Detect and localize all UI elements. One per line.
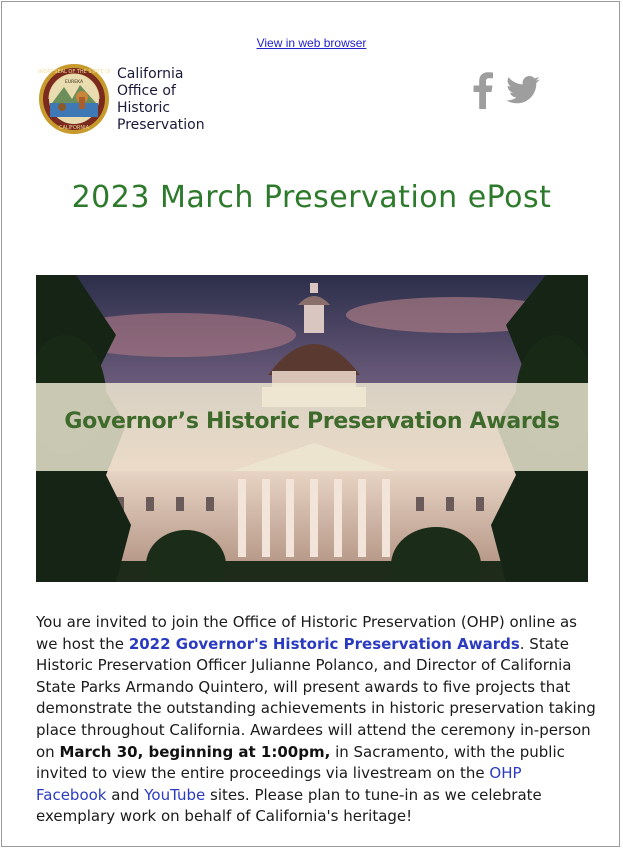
- body-text-1: You are invited to join the Office of Historic Preservation (OHP) online as we host the: [36, 613, 577, 653]
- hero-banner-image[interactable]: [36, 275, 588, 582]
- twitter-icon[interactable]: [506, 76, 540, 108]
- invitation-paragraph: [36, 612, 596, 828]
- seal-bottom-text: CALIFORNIA: [58, 125, 90, 131]
- body-text-2: . State Historic Preservation Officer Julianne Polanco, and Director of California State Parks Armando Quintero, will present awards to five projects that demonstrate the outstanding achievements in historic preservation taking place throughout California. Awardees will attend the ceremony in-person on: [36, 634, 596, 761]
- youtube-link[interactable]: YouTube: [144, 785, 206, 804]
- facebook-icon[interactable]: [472, 71, 494, 113]
- hero-heading: Governor’s Historic Preservation Awards: [64, 409, 560, 434]
- org-name-line: California: [117, 66, 184, 82]
- seal-motto: EUREKA: [64, 80, 84, 85]
- california-seal-icon: [38, 63, 110, 135]
- event-date: March 30, beginning at 1:00pm,: [59, 742, 331, 761]
- seal-top-text: GREAT SEAL OF THE STATE OF: [38, 69, 110, 75]
- page-title: 2023 March Preservation ePost: [71, 180, 552, 215]
- org-name-line: Office of: [117, 83, 176, 99]
- org-name: [117, 66, 205, 134]
- org-name-line: Historic: [117, 100, 171, 116]
- body-text-5: sites. Please plan to tune-in as we celebrate exemplary work on behalf of California's heritage!: [36, 785, 542, 826]
- ohp-facebook-link[interactable]: OHP Facebook: [36, 764, 522, 804]
- org-name-line: Preservation: [117, 117, 205, 133]
- view-in-browser-link[interactable]: View in web browser: [256, 36, 367, 50]
- social-links: [472, 72, 540, 112]
- body-text-3: in Sacramento, with the public invited to view the entire proceedings via livestream on the: [36, 742, 565, 783]
- body-text-4: and: [106, 785, 145, 804]
- awards-link[interactable]: 2022 Governor's Historic Preservation Awards: [128, 634, 520, 653]
